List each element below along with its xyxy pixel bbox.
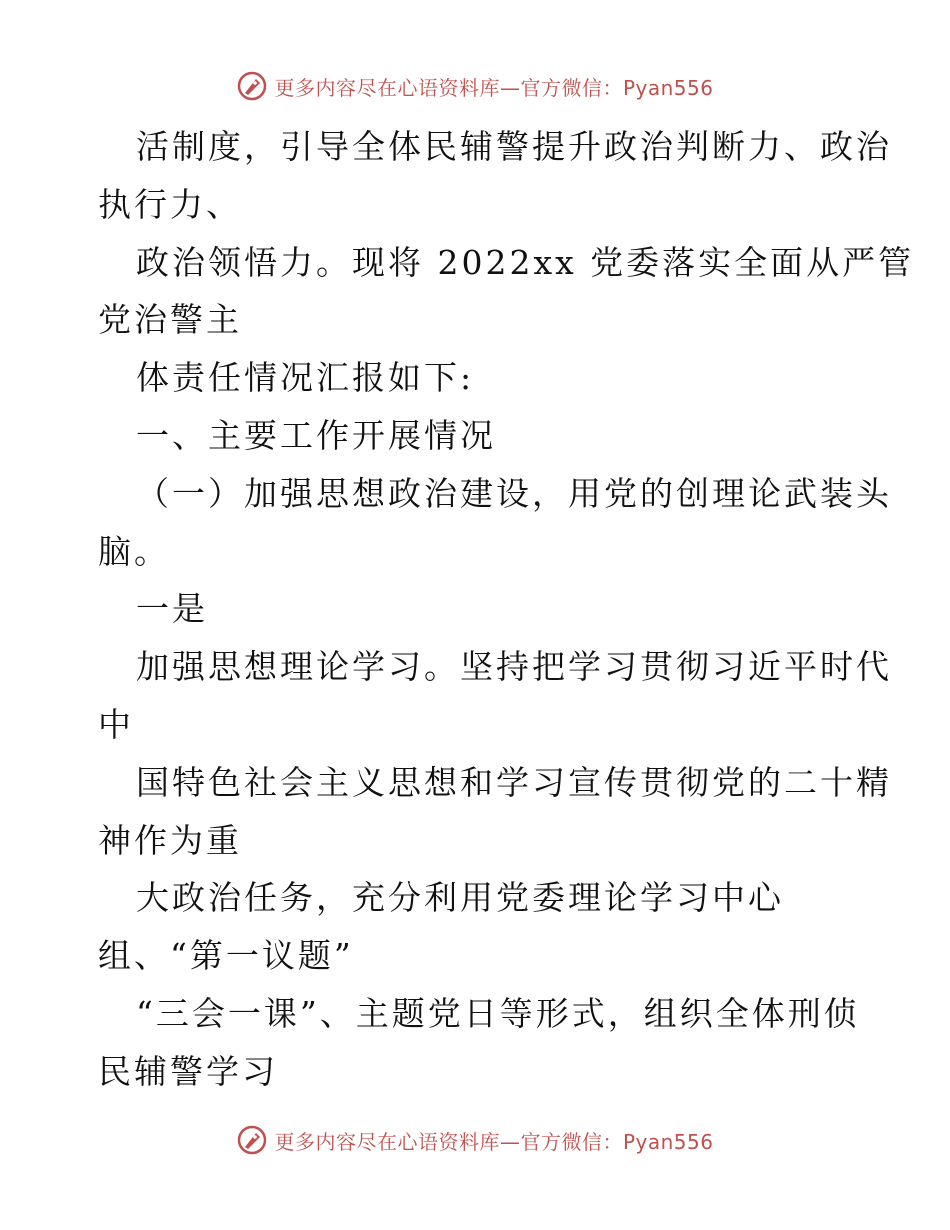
text-line: （一）加强思想政治建设，用党的创理论武装头 <box>136 473 892 513</box>
text-line: 一是 <box>136 589 208 629</box>
text-line: 脑。 <box>98 531 170 571</box>
text-line: 政治领悟力。现将 2022xx 党委落实全面从严管 <box>136 242 915 282</box>
text-line: 体责任情况汇报如下: <box>136 358 475 398</box>
text-line: 活制度，引导全体民辅警提升政治判断力、政治 <box>136 127 892 166</box>
text-line: 中 <box>98 704 134 744</box>
text-line: “三会一课”、主题党日等形式，组织全体刑侦 <box>136 993 860 1033</box>
text-line: 神作为重 <box>98 820 242 860</box>
text-line: 组、“第一议题” <box>98 936 354 976</box>
text-line: 党治警主 <box>98 300 242 340</box>
text-line: 大政治任务，充分利用党委理论学习中心 <box>136 878 784 918</box>
text-line: 一、主要工作开展情况 <box>136 415 496 455</box>
text-line: 加强思想理论学习。坚持把学习贯彻习近平时代 <box>136 647 892 687</box>
text-line: 国特色社会主义思想和学习宣传贯彻党的二十精 <box>136 762 892 802</box>
pen-nib-logo-icon <box>236 1124 268 1156</box>
document-body <box>98 118 915 1101</box>
page-footer <box>0 1124 950 1156</box>
footer-banner-text: 更多内容尽在心语资料库—官方微信：Pyan556 <box>274 1129 714 1154</box>
header-banner-text: 更多内容尽在心语资料库—官方微信：Pyan556 <box>274 75 714 100</box>
pen-nib-logo-icon <box>236 70 268 102</box>
text-line: 执行力、 <box>98 184 242 224</box>
page-header <box>0 70 950 102</box>
text-line: 民辅警学习 <box>98 1051 278 1091</box>
